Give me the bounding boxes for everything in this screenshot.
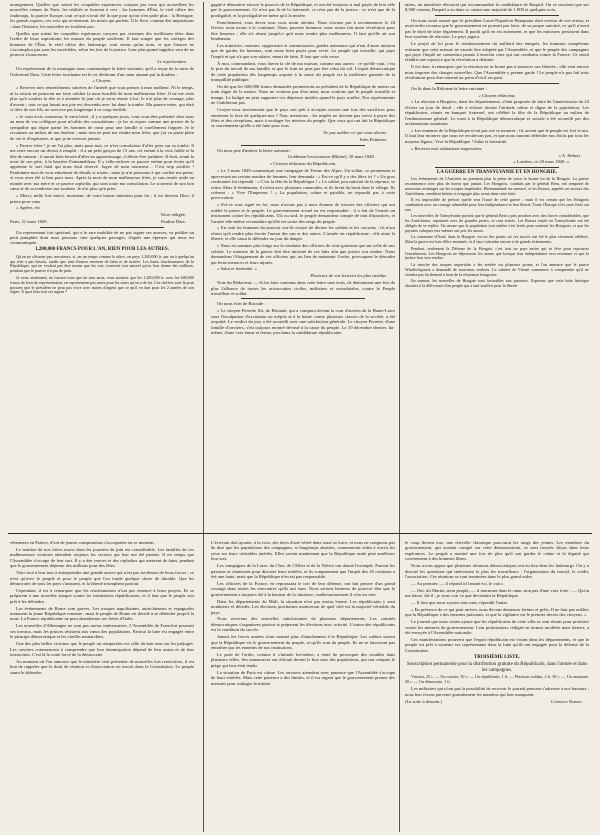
paragraph: — Oui, dit Martin, mon peuple, — il murmura dans le cœur, non pas d'une voix forte : — Qu'on me laisse, dit-il ; je veux voir ce que deviendra la République. <box>405 587 589 599</box>
paragraph: Cependant, il est à remarquer que les réactionnaires n'ont pas renoncé à leurs projets. Ils se préparent à une nouvelle attaque contre les institutions républicaines, et il faut que le peuple soit prêt à les défendre. <box>10 587 194 604</box>
headline: 1,200,000 FRANCS POUR L'AN, RIEN POUR LES AUTRES. <box>35 247 169 253</box>
paragraph: Quelles que soient les coupables espérances conçues par certaines des meilleures têtes dans l'ordre de leurs aspirations, les masses du peuple souffrent. Il faut songer que les cortèges des hommes de l'État, le vieil office des faubourgs, sont venus qu'un nom, et que l'œuvre ne s'accomplira pas sans les incrédules, selon les lois de la justice. Leur plus grand supplice sera de ne pouvoir s'innocenter. <box>10 30 194 58</box>
paragraph: « Recevez mes salutations empressées. <box>411 145 483 151</box>
paragraph: Le nombre de nos frères morts dans les journées de juin est considérable. Les familles de ces malheureuses victimes attendent toujours les secours qui leur ont été promis. Il est temps que l'Assemblée s'occupe de leur sort. Il y a des veuves et des orphelins qui meurent de faim, pendant que le gouvernement dépense des millions pour des fêtes. <box>10 546 194 569</box>
paragraph: « Le citoyen Perrette fils, de Brioude, qui a comparu devant la cour d'assises de la Haute-Loire sous l'inculpation d'excitation au mépris et à la haine contre plusieurs classes de la société, a été acquitté. Le verdict du jury a été accueilli avec une satisfaction générale. Le citoyen Perrette, d'une famille d'ouvriers, s'est toujours montré dévoué à la cause du peuple. Le 10 décembre dernier, lui-même, d'une voix émue et ferme, proclama la candidature républicaine. <box>211 308 395 336</box>
place-date <box>10 219 194 224</box>
paragraph: On lit dans la Réforme la lettre suivante : <box>411 85 487 91</box>
paragraph: « Recevez mes remercîments sincères de l'intérêt que vous prenez à mon malheur. Ni le temps, ni la raison ne pourront me faire oublier la mort horrible de mon malheureux frère. Il ne me reste plus qu'à courber la tête et à attendre le jour où je serai réunie à lui. Je n'ai plus de courage, plus d'avenir ; tout ce qui faisait ma joie est descendu avec lui dans la tombe. Ma pauvre mère, qui était si fière de son fils, ne survivra pas longtemps à ce coup terrible. <box>10 85 194 113</box>
closing: Votre obligée, <box>160 212 186 218</box>
signature-name: « A. Hebert. <box>558 152 581 158</box>
paragraph: Je veux seulement, ne fussiez-vous que de mes amis, vous montrer que les 1,200,000 fr. avec les 600,000 francs de frais de représentation, ne représentent pas assez pour les soins qu'on a de lui. Ces chiffres sont là pour prouver que le président ne peut pas vivre avec moins d'argent que ce qu'il en faut pour les 2 années de son règne. À quoi bon tout cet argent ? <box>10 274 194 295</box>
separator <box>435 167 559 168</box>
paragraph: Croyez-vous sincèrement que le pays soit prêt à accepter encore une fois des sacrifices pour entretenir le luxe de quelques-uns ? Non, messieurs ; les impôts ne doivent pas servir à payer des fêtes et des réceptions, mais à soulager les misères du peuple. Que ceux qui ont fait la République se souviennent qu'elle a été faite pour tous. <box>211 107 395 129</box>
paragraph: En somme, les nouvelles de Hongrie sont favorables aux patriotes. Espérons que cette lutte héroïque aboutira à la délivrance d'un peuple qui a tant souffert pour la liberté. <box>405 277 589 288</box>
paragraph: Il est donc à remarquer que la réaction ne se borne pas à menacer nos libertés ; elle veut encore nous imposer des charges nouvelles. Que l'Assemblée y prenne garde ! Le peuple n'a pas fait trois révolutions pour être ramené au point d'où il est parti. <box>405 64 589 81</box>
paragraph: « Les ennemis de la République n'ont pas osé se montrer ; ils savent que le peuple est fort et uni. Il faut leur montrer que nous ne reculerons pas, et que nous saurons défendre nos droits par tous les moyens légaux. Vive la République ! Salut et fraternité. <box>405 128 589 144</box>
column-3-lower <box>405 540 589 832</box>
paragraph: Les événements de l'Autriche ne prennent plus la peine de saisir la bonne foi de la Hongrie. La guerre recommence avec plus de fureur que jamais. Les Hongrois, conduits par le général Bem, ont remporté de nouveaux avantages sur les troupes impériales. Hermannstadt est menacé, et les Russes, appelés au secours des Autrichiens, semblent hésiter à s'engager plus avant dans cette lutte. <box>405 176 589 197</box>
paragraph: « Le 3 mars 1849 commençait une campagne de Ferme des Alpes. Un soldat, se promenant et apercevant un certain nombre de femmes, leur demanda : « Est-ce qu'il y a des fêtes ici ? » Un gros cordonnier lui répondit : « C'est la fête de la République ! » Le soldat, peu satisfait de la réponse, se retira. Mais le lendemain, il revint avec plusieurs camarades, et ils firent du bruit dans le village. Ils crièrent : « Vive l'Empereur ! » La population, calme et paisible, ne répondit pas à cette provocation. <box>211 168 395 201</box>
salutation: « Citoyen, <box>92 78 112 84</box>
paragraph: Dans les départements du Midi, la situation n'est pas moins bonne. Les républicains y sont nombreux et décidés. Les élections prochaines montreront de quel côté est la majorité véritable du pays. <box>211 598 395 615</box>
signature-name: Pauline Daix. <box>160 219 186 225</box>
paragraph: On nous prie d'insérer la lettre suivante : <box>217 147 292 153</box>
paragraph: Nous avons appris que plusieurs réunions démocratiques ont eu lieu dans les faubourgs. On y a discuté les questions qui intéressent le plus les travailleurs : l'organisation du travail, le crédit, l'association. Ces réunions se sont terminées dans le plus grand ordre. <box>405 563 589 580</box>
paragraph: « Je vous écris, monsieur, le cœur brisé ; il y a quelques jours, vous vous êtes présenté chez nous au nom de vos collègues pour m'offrir des consolations : je les ai reçues comme une preuve de la sympathie qui règne parmi les hommes de cœur pour une famille si cruellement frappée. Je le reconnais au milieu de ma douleur ; mais rien ne peut me rendre mon frère, que j'ai vu partir plein de vie et d'espérance, et que je ne reverrai jamais. <box>10 113 194 141</box>
paragraph: « Salut et fraternité. » <box>217 266 257 272</box>
paragraph: Jamais les forces armées n'ont montré plus d'attachement à la République. Les soldats savent que la République est le gouvernement du peuple, et qu'ils sont du peuple. Ils ne se laisseront pas entraîner par les ennemis de nos institutions. <box>211 634 395 651</box>
headline: TROISIÈME LISTE. <box>473 654 521 660</box>
paragraph: Les officiers de la France, en repoussant le tort de leur défense, ont fait preuve d'un grand courage dans toutes les rencontres qu'ils ont eues. Nous serions heureux de pouvoir dire que le gouvernement a toujours été à la hauteur de la situation ; malheureusement il n'en est rien. <box>211 580 395 597</box>
paragraph: « Nous en sommes plus longs sur la conduite des officiers de cette garnison que sur celle de nos soldats. Le ministre de la guerre doit être informé de ces faits afin que justice soit rendue. Nous demandons l'éloignement de ces officiers qui, au lieu de maintenir l'ordre, provoquent le désordre par leurs menaces et leurs injures. <box>211 243 395 265</box>
paragraph: vêtements en France, d'ont de jeunes conspirateurs s'occupaient en ce moment. <box>10 540 155 545</box>
paragraph: gagné à démontrer encore le pouvoir de la République, et ont été toujours si mal payés de leur zèle par le gouvernement. Ce n'est pas là de la fraternité, ce n'est pas de la justice ; ce n'est que de la prodigalité, et la prodigalité ne mène qu'à la misère. <box>211 2 395 18</box>
signature: Le représentant <box>157 59 186 65</box>
to-be-continued: (La suite à demain.) <box>405 698 443 704</box>
subheadline: Souscription permanente pour la distribution gratuite du Républicain, dans l'armée et dans les campagnes. <box>406 662 588 674</box>
paragraph: « Pauvre frère ! je ne l'ai plus, mais pour moi, ce n'est consolation d'aller prier sur sa tombe. Il me reste encore un devoir à remplir : il a un petit garçon de 13 ans, cet enfant à la voix faible et la tête de mineur ; il aurait bien besoin d'aller en apprentissage, il désire être jardinier. Il était, avant la mort de son père, à la barrière Fontainebleau. Il y fallu enlever ce pauvre enfant pour éviter qu'il apprenne le sort fatal qui nous était réservé. Jugez de mon tourment… C'est trop souffrir ! Pardonnez-moi de vous entretenir de détails si tristes ; mais je n'ai personne à qui confier ma peine, et vous avez été si bon pour nous. Après la mort de mon malheureux frère, je suis restée seule au monde avec ma mère et ce pauvre orphelin, qui sont toute ma consolation. Le souvenir de son bon cœur et de sa tendresse me soutient. Je n'ai plus qu'à prier. <box>10 142 194 192</box>
separator <box>241 145 365 146</box>
column-1-upper <box>10 2 194 530</box>
paragraph: Pendant, seulement la Défense de la Hongrie, c'est tout un pays entier qui se lève pour repousser l'envahisseur. Les Hongrois ne déposeront les armes que lorsque leur indépendance sera reconnue et que la justice leur sera rendue. <box>405 245 589 261</box>
column-1-lower <box>10 540 194 832</box>
paragraph: — Il faut que nous soyons tous unis, répondit l'autre. <box>411 600 509 606</box>
paragraph: L'écrivain doit ajouter, à la voix, des titres d'une vérité dans toute sa force, et nous ne craignons pas de dire que les populations des campagnes, si longtemps abusées, commencent enfin à ouvrir les yeux sur leurs véritables intérêts. Elles savent maintenant que la République seule peut améliorer leur sort. <box>211 540 395 562</box>
paragraph: « Merci, mille fois merci, monsieur, de votre bonne intention pour lui ; il est devenu Dieu, il priera pour vous. <box>10 193 194 204</box>
paragraph: Les campagnes de la Loire, du Cher, de l'Allier et de la Nièvre ont donné l'exemple. Partout les paysans se réunissent pour discuter leurs intérêts, et ils comprennent que l'impôt des 45 centimes a été une faute, mais que la République n'en est pas responsable. <box>211 563 395 580</box>
salutation: « Citoyen rédacteur, <box>478 92 516 98</box>
paragraph: « La réaction à Bergerac, dans les départements, s'était proposée de faire de l'anniversaire du 24 février un jour de deuil ; elle a échoué devant l'attitude calme et digne de la population. Les républicains, réunis en banquet fraternel, ont célébré la fête de la République au milieu de l'enthousiasme général. Le toast à la République démocratique et sociale a été accueilli par des acclamations unanimes. <box>405 99 589 127</box>
feuilleton-footer <box>405 699 589 704</box>
paragraph: Le journal que nous citons ajoute que les républicains de cette ville se sont réunis pour protester contre les mesures du gouvernement. Leur protestation, rédigée en termes modérés mais fermes, a été envoyée à l'Assemblée nationale. <box>405 619 589 636</box>
paragraph: Note du Rédacteur. — Si les faits contenus dans cette lettre sont vrais, ils démontrent une fois de plus l'alliance de toutes les aristocraties civiles, militaires et sacerdotales, contre le Peuple travailleur et soldat. <box>211 280 395 296</box>
signature: Plusieurs de vos lecteurs les plus assidus. <box>310 273 387 279</box>
paragraph: Qu'on ne s'étonne pas, messieurs, si, en un temps comme le nôtre, on paye 1,200,000 fr. par an à quelqu'un qui n'en a pas besoin, tandis que tant d'autres meurent de faim et de misère. Les hauts fonctionnaires de la République, qui ne veulent pas être moins que les rois, trouvent tout naturel qu'on leur donne des millions, pendant que le pauvre n'a pas de pain. <box>10 253 194 274</box>
paragraph: La commune d'Arad, dans la Hongrie, est un des points où ces succès ont été le plus vivement célébrés. Mais la guerre est loin d'être terminée, et il faut s'attendre encore à de grands événements. <box>405 234 589 245</box>
paragraph: arrangement. Quelles que soient les coupables espérances conçues par ceux qui accueillent les nouvelles venues de Paris, les réalités se bornent à ceci : les hommes d'État, le vieil office des faubourgs, la pauvre Europe, tout ce qui n'avait été là que pour qu'on n'en parle plus : la Bretagne, les grands espoirs, ces voix qui reviennent, les morts qui parlent. Il le livre, comme des inquisitions ; dans l'histoire, les nouvelles ne fouillent pas. <box>10 2 194 29</box>
column-2-upper <box>211 2 395 530</box>
paragraph: Voici tout à leur tour à entreprendre une grande œuvre qui n'est pas au-dessus de leurs forces ; ce n'est qu'avec le peuple et pour le peuple que l'on fonde quelque chose de durable. Que les démocrates de tous les pays s'unissent, et la liberté triomphera partout. <box>10 570 194 586</box>
signature: Ne pas oublier ce que nous disons. <box>323 130 387 136</box>
paragraph: On nous écrit de Brioude : <box>217 301 266 307</box>
salutation: « Citoyen rédacteur du Républicain, <box>269 161 337 167</box>
paragraph: Nous recevons des nouvelles satisfaisantes de plusieurs départements. Les comités démocratiques s'organisent partout et préparent les élections avec activité. L'union des républicains est la condition du succès. <box>211 616 395 633</box>
paragraph: Une des plus belles victoires que le peuple ait remportées est celle du bon sens sur les préjugés. Les ouvriers commencent à comprendre que leur émancipation dépend de leur union et de leur instruction. C'est là la vraie force de la démocratie. <box>10 641 194 657</box>
paragraph: Un représentant fort spirituel, qui a le rare mobilité de ne pas signer ses œuvres, va publier un petit pamphlet dont nous pouvons citer quelques passages, d'après une épreuve qui nous est communiquée. <box>10 229 194 246</box>
feuilleton-divider <box>8 533 592 534</box>
paragraph: Les militaires qui n'ont pas la possibilité de recevoir le journal peuvent s'adresser à nos bureaux ; nous leur ferons parvenir gratuitement les numéros qui leur manquent. <box>405 686 589 697</box>
paragraph: Il est impossible de prévoir quelle sera l'issue de cette guerre ; mais il est certain que les Hongrois combattent avec un courage admirable pour leur indépendance et leur liberté. Toute l'Europe a les yeux fixés sur eux. <box>405 197 589 213</box>
paragraph: Ces manifestations prouvent que l'esprit républicain est vivant dans les départements, et que le peuple est prêt à soutenir ses représentants dans la lutte qu'ils ont engagée pour la défense de la Constitution. <box>405 636 589 653</box>
paragraph: La situation de Paris est calme. Les ouvriers attendent avec patience que l'Assemblée s'occupe de leurs intérêts. Mais cette patience a des limites, et il est urgent que le gouvernement prenne des mesures pour soulager la misère. <box>211 669 395 686</box>
column-rule <box>203 2 204 832</box>
date: Paris, 21 mars 1849. <box>10 219 48 225</box>
paragraph: On dit que les 600,000 francs demandés permettront au président de la République de mener un train digne de la nation. Nous ne voulons pas d'un train, nous voulons que le peuple travaille et mange. Le budget ne peut supporter ces dépenses inutiles quand le pays souffre. Nos représentants ne l'oublieront pas. <box>211 83 395 106</box>
paragraph: On nous avait assuré que le président Louis-Napoléon Bonaparte était revenu de son erreur, et avait enfin reconnu que le gouvernement ne pouvait pas faire, de sa propre autorité, ce qu'il n'avait pas le droit de faire légalement. Il paraît qu'il en est autrement, et que les ministres persistent dans leur système de réaction. Le pays jugera. <box>405 17 589 40</box>
paragraph: — Au premier, — il répond à l'instant-ici, le voici. <box>411 580 504 586</box>
paragraph: Les nouvelles de Transylvanie portent que le général Bem a pris position avec des forces considérables, que les Autrichiens, repoussés avec de grandes pertes, se sont retirés. Les Russes entrés en Transylvanie ont été obligés de se replier. On assure que la population tout entière s'est levée pour soutenir les Hongrois, et que les paysans valaques eux-mêmes ont pris les armes. <box>405 213 589 234</box>
column-3-upper <box>405 2 589 530</box>
column-rule <box>399 2 400 832</box>
paragraph: Au moment où l'on annonce que le ministère veut présenter de nouvelles lois restrictives, il est bon de rappeler que le droit de réunion et d'association est inscrit dans la Constitution. Le peuple saura le défendre. <box>10 658 194 675</box>
place-date: « Londres, ce 20 mars 1849. » <box>513 159 569 165</box>
column-2-lower <box>211 540 395 832</box>
separator <box>435 83 559 84</box>
paragraph: À moi, commandant, vous ôterez la clé de ma maison, comme aux autres : ce qu'elle vaut, c'est le prix du travail de ma famille, et que le fruit ne peut pas être celui du vol. L'esprit démocratique de cette population dès longtemps acquise à la cause du peuple est la meilleure garantie de la tranquillité publique. <box>211 60 395 83</box>
signature-name: Jules Pointeau. <box>359 137 387 143</box>
paragraph: Franchement, vous devez tous vous sentir atteints. Nous n'avons pas à recommencer le 24 février, nous avons à le continuer. Nous, pauvres hommes, nous avons fait notre révolution pour être heureux ; elle n'a réussi jusqu'ici qu'à nous rendre plus malheureux. Il faut qu'elle ait son lendemain. <box>211 19 395 42</box>
paragraph: Le parti de l'ordre, comme il s'intitule lui-même, a tenté de provoquer des troubles dans plusieurs villes. Ses manœuvres ont échoué devant le bon sens des populations, qui ont compris le piège qui leur était tendu. <box>211 651 395 668</box>
author-name: Clémence Robert. <box>550 698 583 704</box>
paragraph: Les nouvelles d'Allemagne ne sont pas moins intéressantes. L'Assemblée de Francfort poursuit ses travaux, mais les princes résistent aux vœux des populations. Partout la lutte est engagée entre le principe démocratique et les vieilles monarchies. <box>10 623 194 640</box>
paragraph: Les événements de Rome sont graves. Les troupes napolitaines, autrichiennes et espagnoles menacent la jeune République romaine ; mais le peuple de Rome est décidé à se défendre jusqu'à la mort. La France républicaine ne peut abandonner ses frères d'Italie. <box>10 605 194 622</box>
separator <box>40 227 164 228</box>
paragraph: Un représentant de la montagne nous communique la lettre suivante, qu'il a reçue de la sœur de l'infortuné Daix. Cette lettre touchante est le cri déchirant d'un cœur aimant par la douleur : <box>10 66 194 77</box>
paragraph: La marche des troupes impériales a été arrêtée sur plusieurs points, et l'on annonce que le prince Windischgraetz a demandé de nouveaux renforts. Le cabinet de Vienne commence à comprendre qu'il ne viendra pas facilement à bout de la résistance hongroise. <box>405 261 589 277</box>
paragraph: « Agréez, etc. <box>16 205 42 211</box>
separator <box>435 15 559 16</box>
separator <box>241 298 365 299</box>
headline: LA GUERRE EN TRANSYLVANIE ET EN HONGRIE. <box>436 169 558 175</box>
paragraph: « En présence de ce qui peut arriver, nous devons demeurer fermes et prêts. Il ne faut pas oublier que la République a des ennemis puissants, et que la vigilance est le premier devoir des citoyens. » <box>405 606 589 618</box>
paragraph: « En vain les hommes du pouvoir ont-ils essayé de diviser les soldats et les citoyens ; ils n'ont réussi qu'à rendre plus étroite l'union des uns et des autres. L'armée est républicaine ; elle aime la liberté, et elle saura la défendre au jour du danger. <box>211 225 395 242</box>
place-date: Goldenne-Levavasseur (Rhône), 18 mars 1849. <box>287 154 375 160</box>
paragraph: le coup devant eux, une chevelle chronique parcourut les rangs des jeunes. Les membres du gouvernement, qui avaient compté sur cette démonstration, se sont trouvés déçus dans leurs espérances. Le peuple a montré une fois de plus qu'il sait garder le calme et la dignité qui conviennent à des hommes libres. <box>405 540 589 562</box>
subscription-list: Vincent, 25 c. — Un ouvrier, 50 c. — Un républicain, 1 fr. — Plusieurs soldats, 2 fr. 50 c. — Un anonyme, 50 c. — Un démocrate, 1 fr. <box>405 674 589 685</box>
paragraph: Le projet de loi pour le remboursement du milliard des émigrés, les hommes compétents estiment que cette mesure ne saurait être adoptée par l'Assemblée, et que le peuple des campagnes qui paye l'impôt ne consentira jamais à enrichir ceux qui ont combattu contre la France. Ce serait rétablir une injustice que la révolution a détruite. <box>405 41 589 63</box>
paragraph: Les ministres, orateurs, rapporteurs et commissaires, gardes nationaux qui n'ont d'autre mission que de garder les bureaux, sont assez bien payés pour vivre. Le peuple qui travaille, qui paye l'impôt et qui n'a que son salaire, meurt de faim. Il faut que cela cesse. <box>211 42 395 59</box>
paragraph: taires, un manifeste électoral qui recommandait la candidature de Raspail. On se souvient que sur 8,500 votants, Raspail a eu dans ce canton une majorité de 1,900 et quelques voix. <box>405 2 589 13</box>
paragraph: « Est-ce sous signé en foi, nous n'avons pas à nous étonner de trouver des officiers qui ont oublié la patrie et le peuple. Le gouvernement actuel en est responsable : il a fait de l'armée un instrument contre les républicains. Tôt ou tard, le peuple demandera compte de tant d'injustices, et l'armée elle-même reconnaîtra qu'elle est sortie des rangs du peuple. <box>211 202 395 224</box>
